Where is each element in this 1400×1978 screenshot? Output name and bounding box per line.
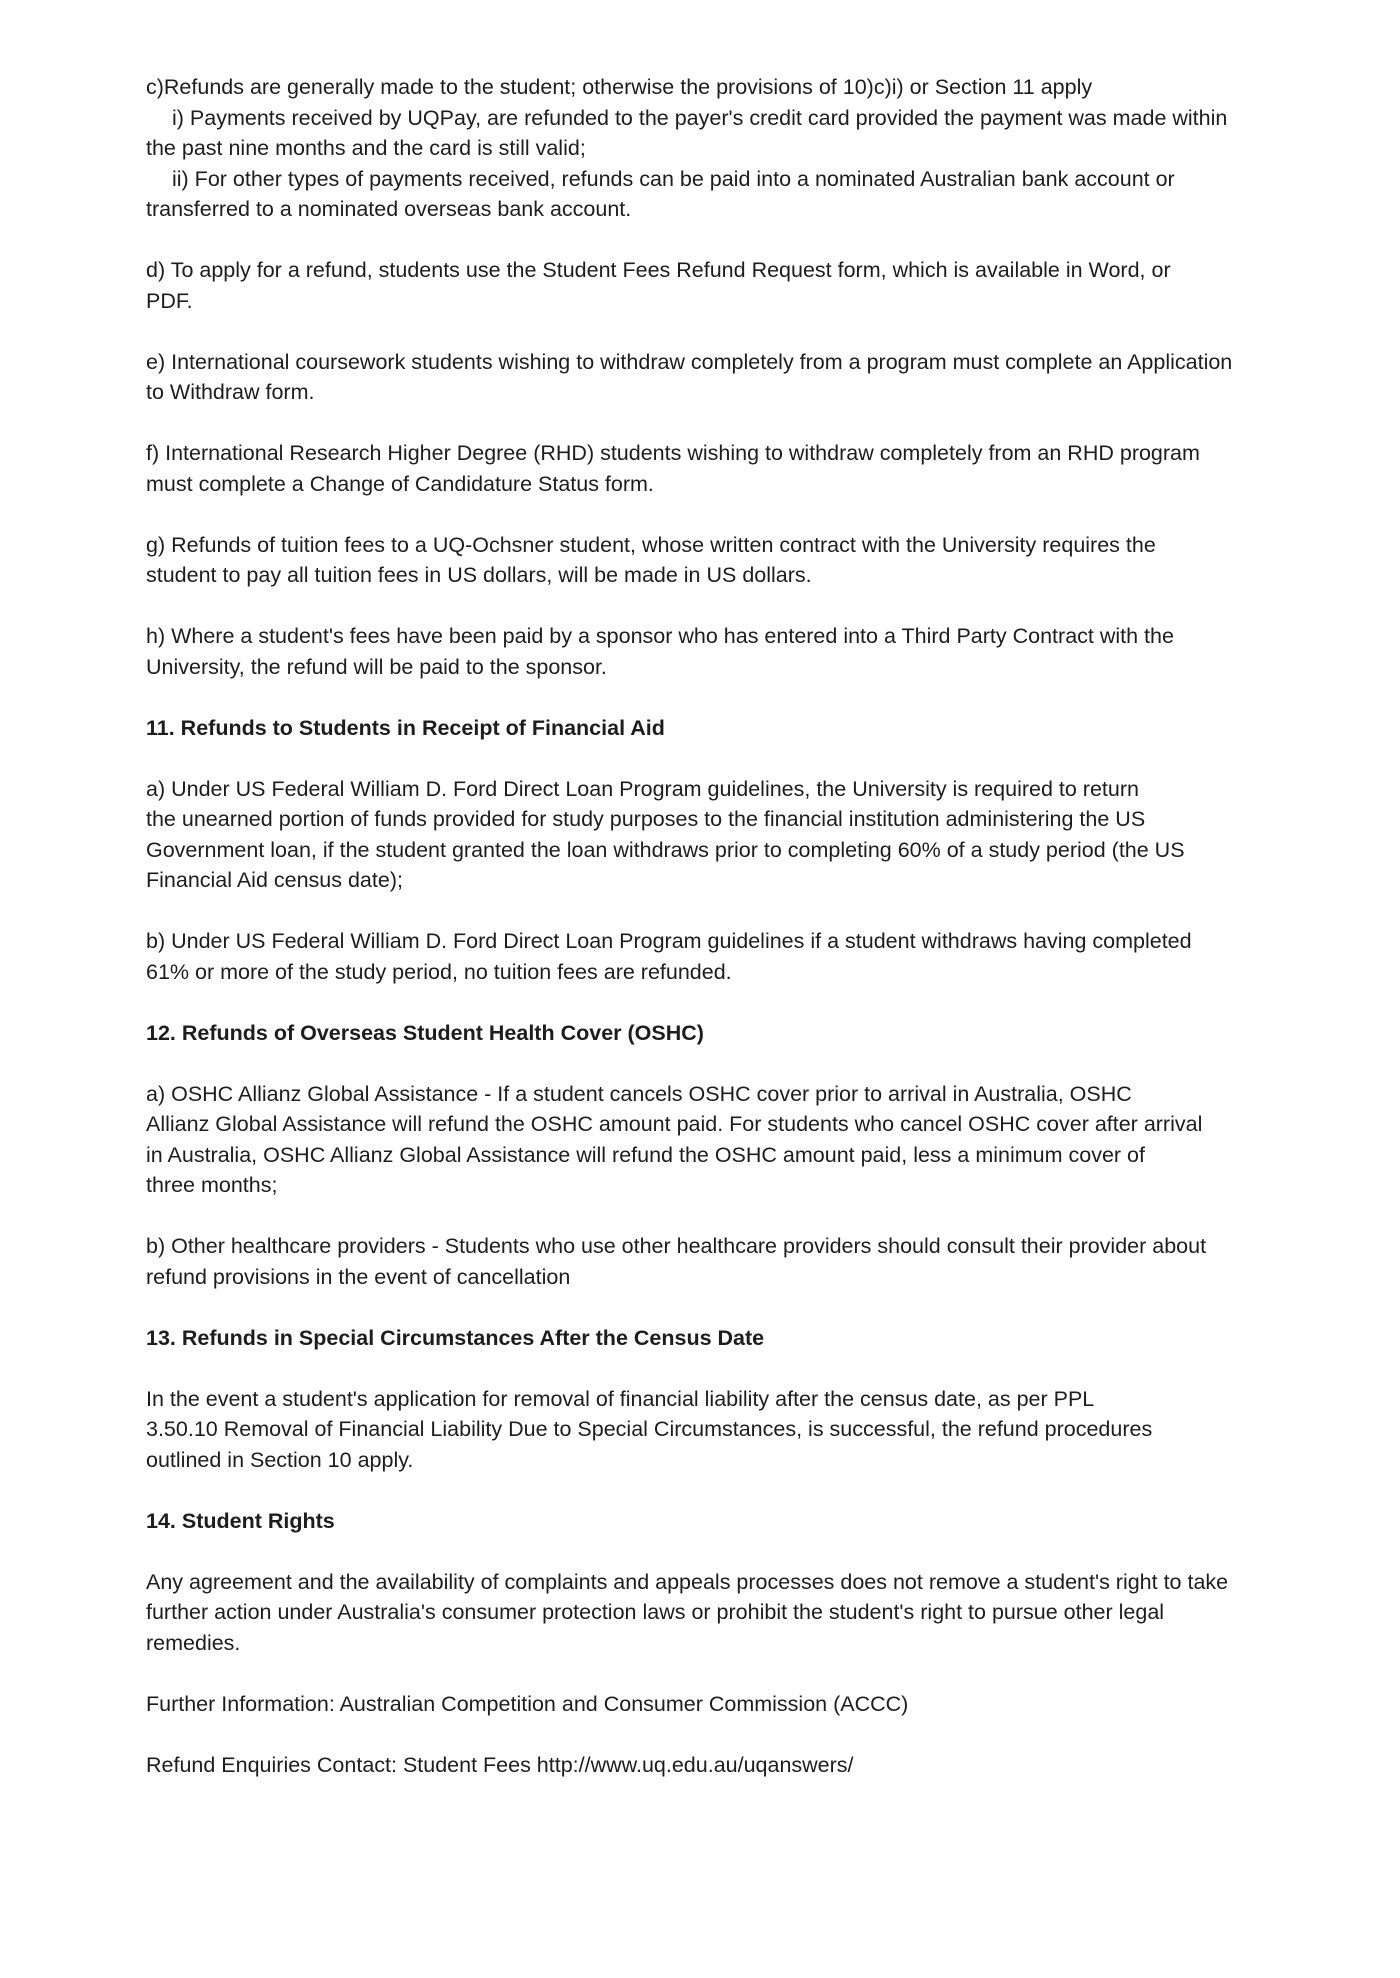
paragraph-e-line1: e) International coursework students wishing to withdraw completely from a program must complete an Application bbox=[146, 349, 1233, 374]
section-11-b-line1: b) Under US Federal William D. Ford Direct Loan Program guidelines if a student withdraws having completed bbox=[146, 929, 1192, 953]
section-12-b-line1: b) Other healthcare providers - Students who use other healthcare providers should consult their provider about bbox=[146, 1234, 1207, 1258]
refund-enquiries-text: Refund Enquiries Contact: Student Fees http://www.uq.edu.au/uqanswers/ bbox=[146, 1752, 854, 1777]
section-13-line3: outlined in Section 10 apply. bbox=[146, 1447, 414, 1472]
section-12-heading: 12. Refunds of Overseas Student Health Cover (OSHC) bbox=[146, 1020, 704, 1045]
paragraph-f-line1: f) International Research Higher Degree (RHD) students wishing to withdraw completely from an RHD program bbox=[146, 441, 1200, 465]
paragraph-c-ii-line2: transferred to a nominated overseas bank account. bbox=[146, 197, 632, 221]
section-13-line1: In the event a student's application for removal of financial liability after the census date, as per PPL bbox=[146, 1386, 1095, 1411]
section-11-paragraph-a bbox=[146, 774, 1336, 896]
paragraph-h-line2: University, the refund will be paid to the sponsor. bbox=[146, 654, 607, 679]
paragraph-c bbox=[146, 72, 1336, 225]
paragraph-d-line1: d) To apply for a refund, students use the Student Fees Refund Request form, which is available in Word, or bbox=[146, 258, 1171, 282]
paragraph-c-intro: c)Refunds are generally made to the student; otherwise the provisions of 10)c)i) or Section 11 apply bbox=[146, 75, 1093, 99]
section-11-heading: 11. Refunds to Students in Receipt of Financial Aid bbox=[146, 715, 665, 740]
section-11-a-line1: a) Under US Federal William D. Ford Direct Loan Program guidelines, the University is required to return bbox=[146, 776, 1139, 801]
section-13-paragraph bbox=[146, 1384, 1336, 1476]
section-11-b-line2: 61% or more of the study period, no tuition fees are refunded. bbox=[146, 959, 732, 984]
paragraph-c-i-line1: i) Payments received by UQPay, are refunded to the payer's credit card provided the payment was made within bbox=[172, 105, 1228, 130]
paragraph-d bbox=[146, 255, 1336, 316]
document-page bbox=[146, 72, 1336, 1780]
paragraph-d-line2: PDF. bbox=[146, 288, 193, 313]
section-14-heading: 14. Student Rights bbox=[146, 1508, 335, 1533]
paragraph-g-line2: student to pay all tuition fees in US dollars, will be made in US dollars. bbox=[146, 563, 812, 587]
section-14-line1: Any agreement and the availability of complaints and appeals processes does not remove a student's right to take bbox=[146, 1569, 1229, 1594]
paragraph-f bbox=[146, 438, 1336, 499]
section-11-a-line3: Government loan, if the student granted the loan withdraws prior to completing 60% of a study period (the US bbox=[146, 837, 1185, 862]
paragraph-h-line1: h) Where a student's fees have been paid by a sponsor who has entered into a Third Party Contract with the bbox=[146, 624, 1174, 648]
section-11-paragraph-b bbox=[146, 926, 1336, 987]
section-12-paragraph-a bbox=[146, 1079, 1336, 1201]
section-12-a-line3: in Australia, OSHC Allianz Global Assistance will refund the OSHC amount paid, less a minimum cover of bbox=[146, 1142, 1145, 1167]
paragraph-g bbox=[146, 530, 1336, 591]
paragraph-e-line2: to Withdraw form. bbox=[146, 380, 315, 404]
paragraph-f-line2: must complete a Change of Candidature Status form. bbox=[146, 471, 654, 496]
paragraph-g-line1: g) Refunds of tuition fees to a UQ-Ochsner student, whose written contract with the University requires the bbox=[146, 532, 1156, 557]
section-12-a-line4: three months; bbox=[146, 1173, 278, 1197]
section-12-a-line2: Allianz Global Assistance will refund the OSHC amount paid. For students who cancel OSHC cover after arrival bbox=[146, 1112, 1203, 1136]
section-14-line2: further action under Australia's consumer protection laws or prohibit the student's right to pursue other legal bbox=[146, 1600, 1165, 1624]
section-13-heading: 13. Refunds in Special Circumstances After the Census Date bbox=[146, 1325, 765, 1350]
paragraph-e bbox=[146, 347, 1336, 408]
section-11-a-line4: Financial Aid census date); bbox=[146, 868, 403, 892]
section-14-line3: remedies. bbox=[146, 1630, 241, 1655]
refund-enquiries-contact bbox=[146, 1750, 1336, 1781]
paragraph-c-i-line2: the past nine months and the card is still valid; bbox=[146, 136, 586, 160]
further-information-text: Further Information: Australian Competition and Consumer Commission (ACCC) bbox=[146, 1691, 909, 1716]
section-13-line2: 3.50.10 Removal of Financial Liability Due to Special Circumstances, is successful, the refund procedures bbox=[146, 1417, 1153, 1441]
paragraph-c-ii-line1: ii) For other types of payments received, refunds can be paid into a nominated Australian bank account or bbox=[172, 166, 1175, 191]
further-information bbox=[146, 1689, 1336, 1720]
section-12-paragraph-b bbox=[146, 1231, 1336, 1292]
section-12-a-line1: a) OSHC Allianz Global Assistance - If a student cancels OSHC cover prior to arrival in Australia, OSHC bbox=[146, 1081, 1132, 1106]
section-12-b-line2: refund provisions in the event of cancellation bbox=[146, 1264, 571, 1289]
section-11-a-line2: the unearned portion of funds provided for study purposes to the financial institution administering the US bbox=[146, 807, 1146, 831]
paragraph-h bbox=[146, 621, 1336, 682]
section-14-paragraph bbox=[146, 1567, 1336, 1659]
